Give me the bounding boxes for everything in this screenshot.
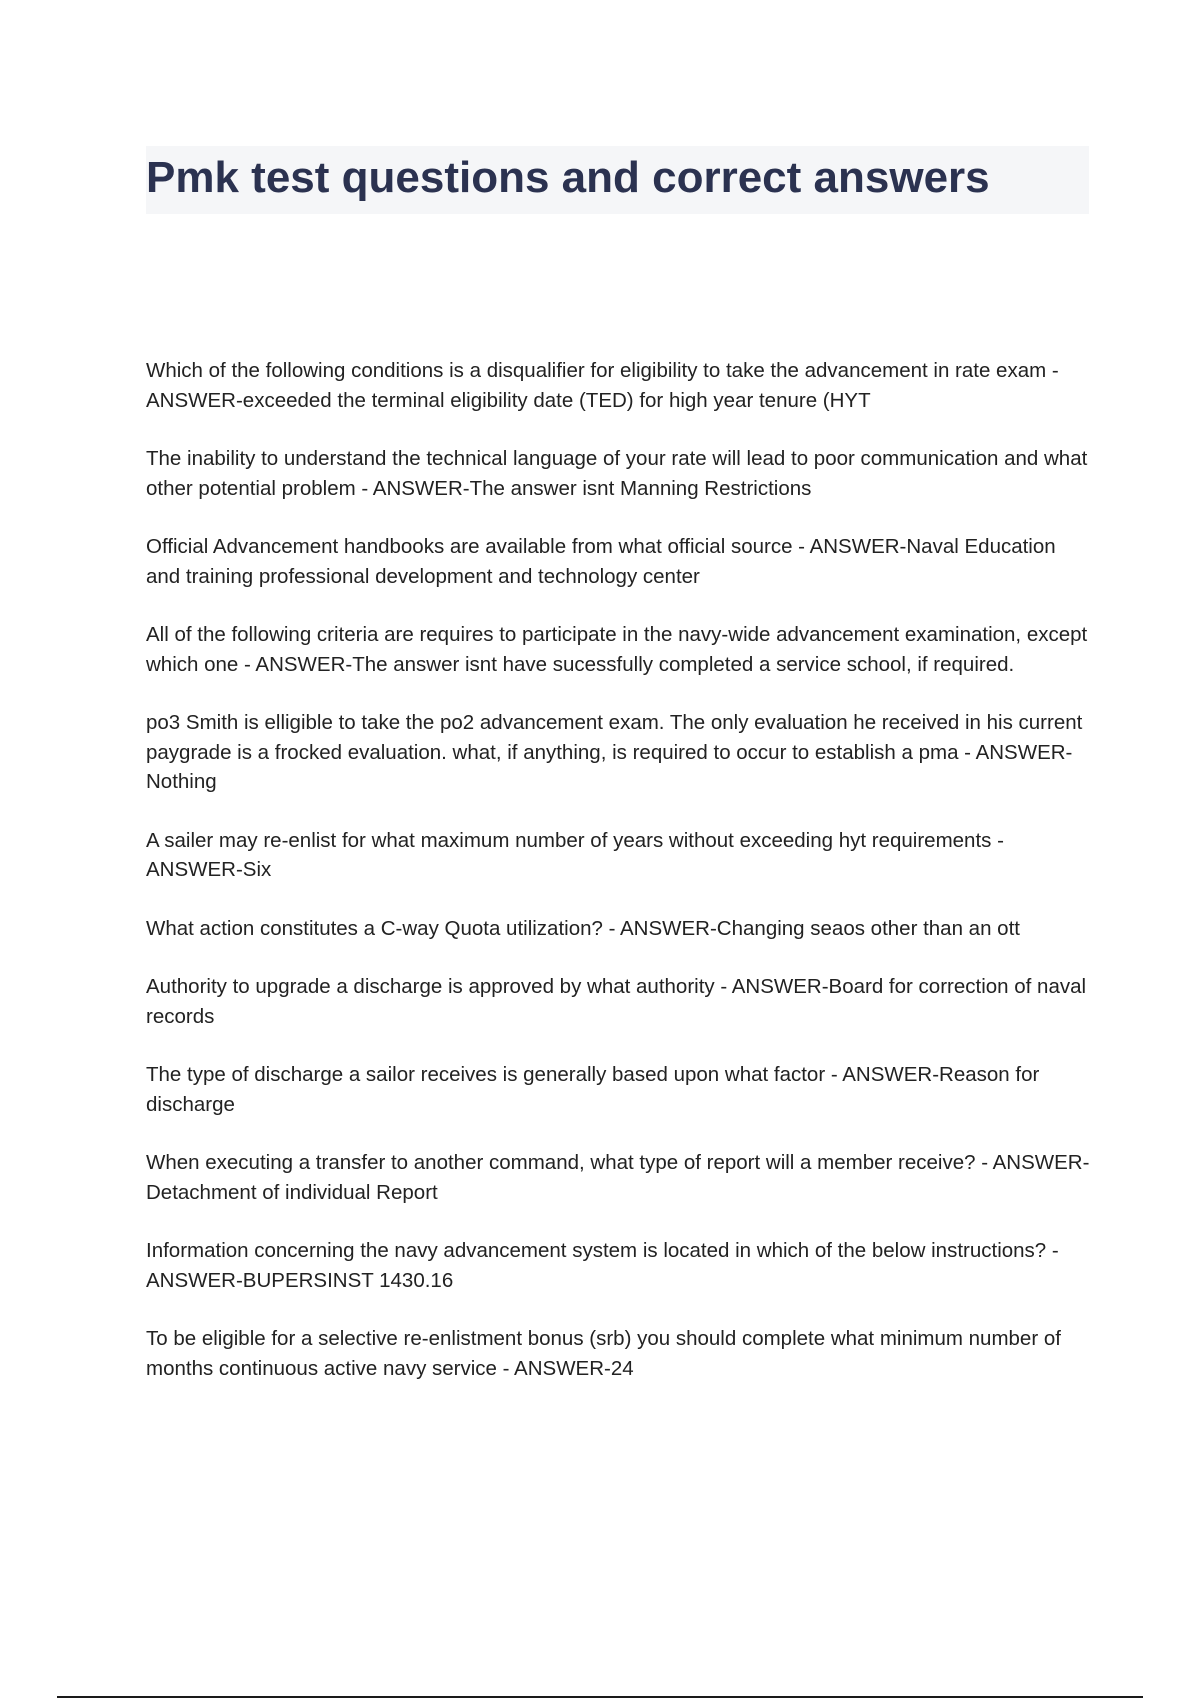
qa-item: Authority to upgrade a discharge is approved by what authority - ANSWER-Board for correction of naval records xyxy=(146,975,1087,1028)
footer-divider xyxy=(57,1696,1143,1698)
qa-item: Official Advancement handbooks are available from what official source - ANSWER-Naval Education and training professional development and technology center xyxy=(146,535,1056,588)
qa-item: What action constitutes a C-way Quota utilization? - ANSWER-Changing seaos other than an ott xyxy=(146,916,1020,940)
page-title: Pmk test questions and correct answers xyxy=(146,153,990,202)
qa-item: The inability to understand the technical language of your rate will lead to poor communication and what other potential problem - ANSWER-The answer isnt Manning Restrictions xyxy=(146,447,1088,500)
qa-item: When executing a transfer to another command, what type of report will a member receive? - ANSWER-Detachment of individual Report xyxy=(146,1151,1090,1204)
qa-item: All of the following criteria are requires to participate in the navy-wide advancement examination, except which one - ANSWER-The answer isnt have sucessfully completed a service school, if required. xyxy=(146,623,1088,676)
qa-item: A sailer may re-enlist for what maximum number of years without exceeding hyt requirements - ANSWER-Six xyxy=(146,828,1004,881)
qa-item: Information concerning the navy advancement system is located in which of the below instructions? - ANSWER-BUPERSINST 1430.16 xyxy=(146,1239,1059,1292)
qa-list xyxy=(146,356,1091,1412)
qa-item: The type of discharge a sailor receives is generally based upon what factor - ANSWER-Reason for discharge xyxy=(146,1063,1040,1116)
qa-item: Which of the following conditions is a disqualifier for eligibility to take the advancement in rate exam - ANSWER-exceeded the terminal eligibility date (TED) for high year tenure (HYT xyxy=(146,359,1059,412)
qa-item: To be eligible for a selective re-enlistment bonus (srb) you should complete what minimum number of months continuous active navy service - ANSWER-24 xyxy=(146,1327,1061,1380)
qa-item: po3 Smith is elligible to take the po2 advancement exam. The only evaluation he received in his current paygrade is a frocked evaluation. what, if anything, is required to occur to establish a pma - ANSWER-Nothing xyxy=(146,711,1083,793)
title-banner xyxy=(146,146,1089,214)
